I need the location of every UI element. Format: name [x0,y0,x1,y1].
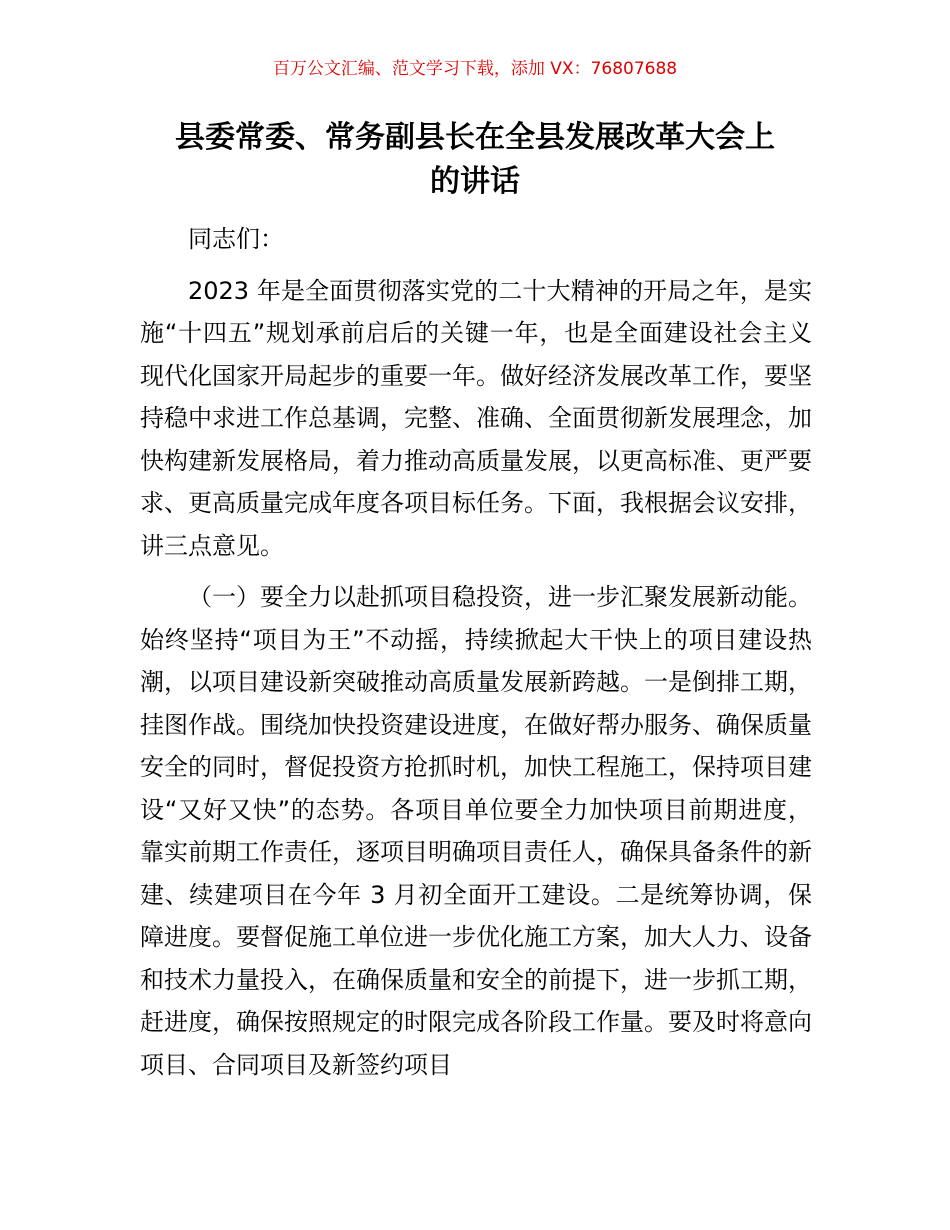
salutation: 同志们： [188,225,284,253]
paragraph: 2023 年是全面贯彻落实党的二十大精神的开局之年，是实施“十四五”规划承前启后的关键一年，也是全面建设社会主义现代化国家开局起步的重要一年。做好经济发展改革工作，要坚持稳中求进工作总基调，完整、准确、全面贯彻新发展理念，加快构建新发展格局，着力推动高质量发展，以更高标准、更严要求、更高质量完成年度各项目标任务。下面，我根据会议安排，讲三点意见。 [140,276,812,560]
title-line-2: 的讲话 [430,164,520,199]
title-line-1: 县委常委、常务副县长在全县发展改革大会上 [175,120,775,155]
header-watermark-note: 百万公文汇编、范文学习下载，添加 VX：76807688 [272,59,678,79]
paragraph: （一）要全力以赴抓项目稳投资，进一步汇聚发展新动能。始终坚持“项目为王”不动摇，持续掀起大干快上的项目建设热潮，以项目建设新突破推动高质量发展新跨越。一是倒排工期，挂图作战。围绕加快投资建设进度，在做好帮办服务、确保质量安全的同时，督促投资方抢抓时机，加快工程施工，保持项目建设“又好又快”的态势。各项目单位要全力加快项目前期进度，靠实前期工作责任，逐项目明确项目责任人，确保具备条件的新建、续建项目在今年 3 月初全面开工建设。二是统筹协调，保障进度。要督促施工单位进一步优化施工方案，加大人力、设备和技术力量投入，在确保质量和安全的前提下，进一步抓工期，赶进度，确保按照规定的时限完成各阶段工作量。要及时将意向项目、合同项目及新签约项目 [140,583,812,1079]
document-title [120,116,830,204]
document-body [140,218,812,1086]
